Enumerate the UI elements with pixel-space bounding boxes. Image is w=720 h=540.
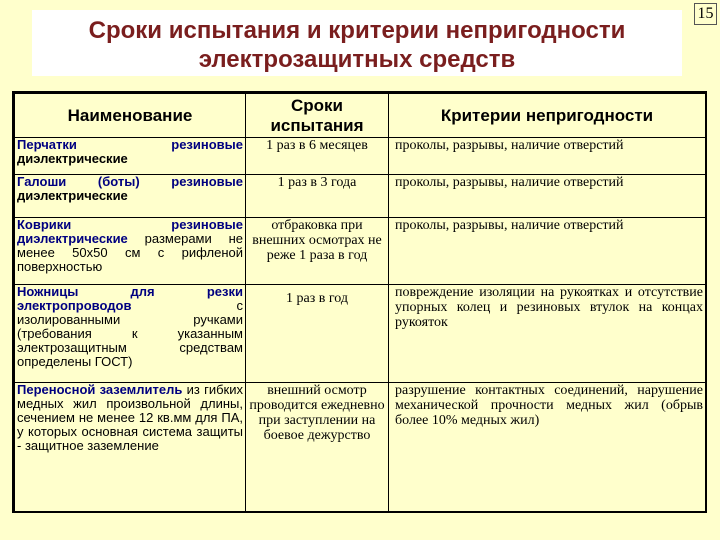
table-row [15, 218, 706, 285]
criteria-table [12, 91, 707, 513]
table-header-row [15, 94, 706, 138]
header-name: Наименование [15, 94, 246, 138]
header-period: Сроки испытания [246, 94, 389, 138]
row-criteria: проколы, разрывы, наличие отверстий [389, 218, 706, 285]
item-title: Переносной заземлитель [17, 382, 183, 397]
item-desc-bold: диэлектрические [17, 231, 128, 246]
row-name [15, 175, 246, 218]
row-name [15, 218, 246, 285]
row-period: отбраковка при внешних осмотрах не реже 1 раза в год [246, 218, 389, 285]
row-criteria: повреждение изоляции на рукоятках и отсутствие упорных колец и резиновых втулок на концах рукояток [389, 285, 706, 383]
table-row [15, 175, 706, 218]
table-row [15, 383, 706, 512]
row-period: 1 раз в 3 года [246, 175, 389, 218]
row-period: 1 раз в год [246, 285, 389, 383]
slide-number: 15 [694, 3, 717, 25]
item-desc: из гибких медных жил произвольной длины, сечением не менее 12 кв.мм для ПА, у которых основная система защиты - защитное заземление [17, 382, 243, 453]
row-criteria: проколы, разрывы, наличие отверстий [389, 175, 706, 218]
row-name [15, 285, 246, 383]
item-title: Ножницы для резки электропроводов [17, 284, 243, 313]
row-name [15, 138, 246, 175]
slide-title [32, 10, 682, 76]
table-row [15, 138, 706, 175]
row-period: 1 раз в 6 месяцев [246, 138, 389, 175]
row-name [15, 383, 246, 512]
row-criteria: проколы, разрывы, наличие отверстий [389, 138, 706, 175]
header-criteria: Критерии непригодности [389, 94, 706, 138]
item-desc: диэлектрические [17, 151, 128, 166]
table-row [15, 285, 706, 383]
item-desc: с изолированными ручками (требования к указанным электрозащитным средствам определены ГОСТ) [17, 298, 243, 369]
row-period: внешний осмотр проводится ежедневно при заступлении на боевое дежурство [246, 383, 389, 512]
item-title: Коврики резиновые [17, 217, 243, 232]
row-criteria: разрушение контактных соединений, нарушение механической прочности медных жил (обрыв более 10% медных жил) [389, 383, 706, 512]
title-line-2: электрозащитных средств [198, 46, 516, 73]
item-desc: размерами не менее 50х50 см с рифленой поверхностью [17, 231, 243, 274]
item-title: Перчатки резиновые [17, 137, 243, 152]
item-title: Галоши (боты) резиновые [17, 174, 243, 189]
item-desc: диэлектрические [17, 188, 128, 203]
title-line-1: Сроки испытания и критерии непригодности [88, 17, 626, 44]
